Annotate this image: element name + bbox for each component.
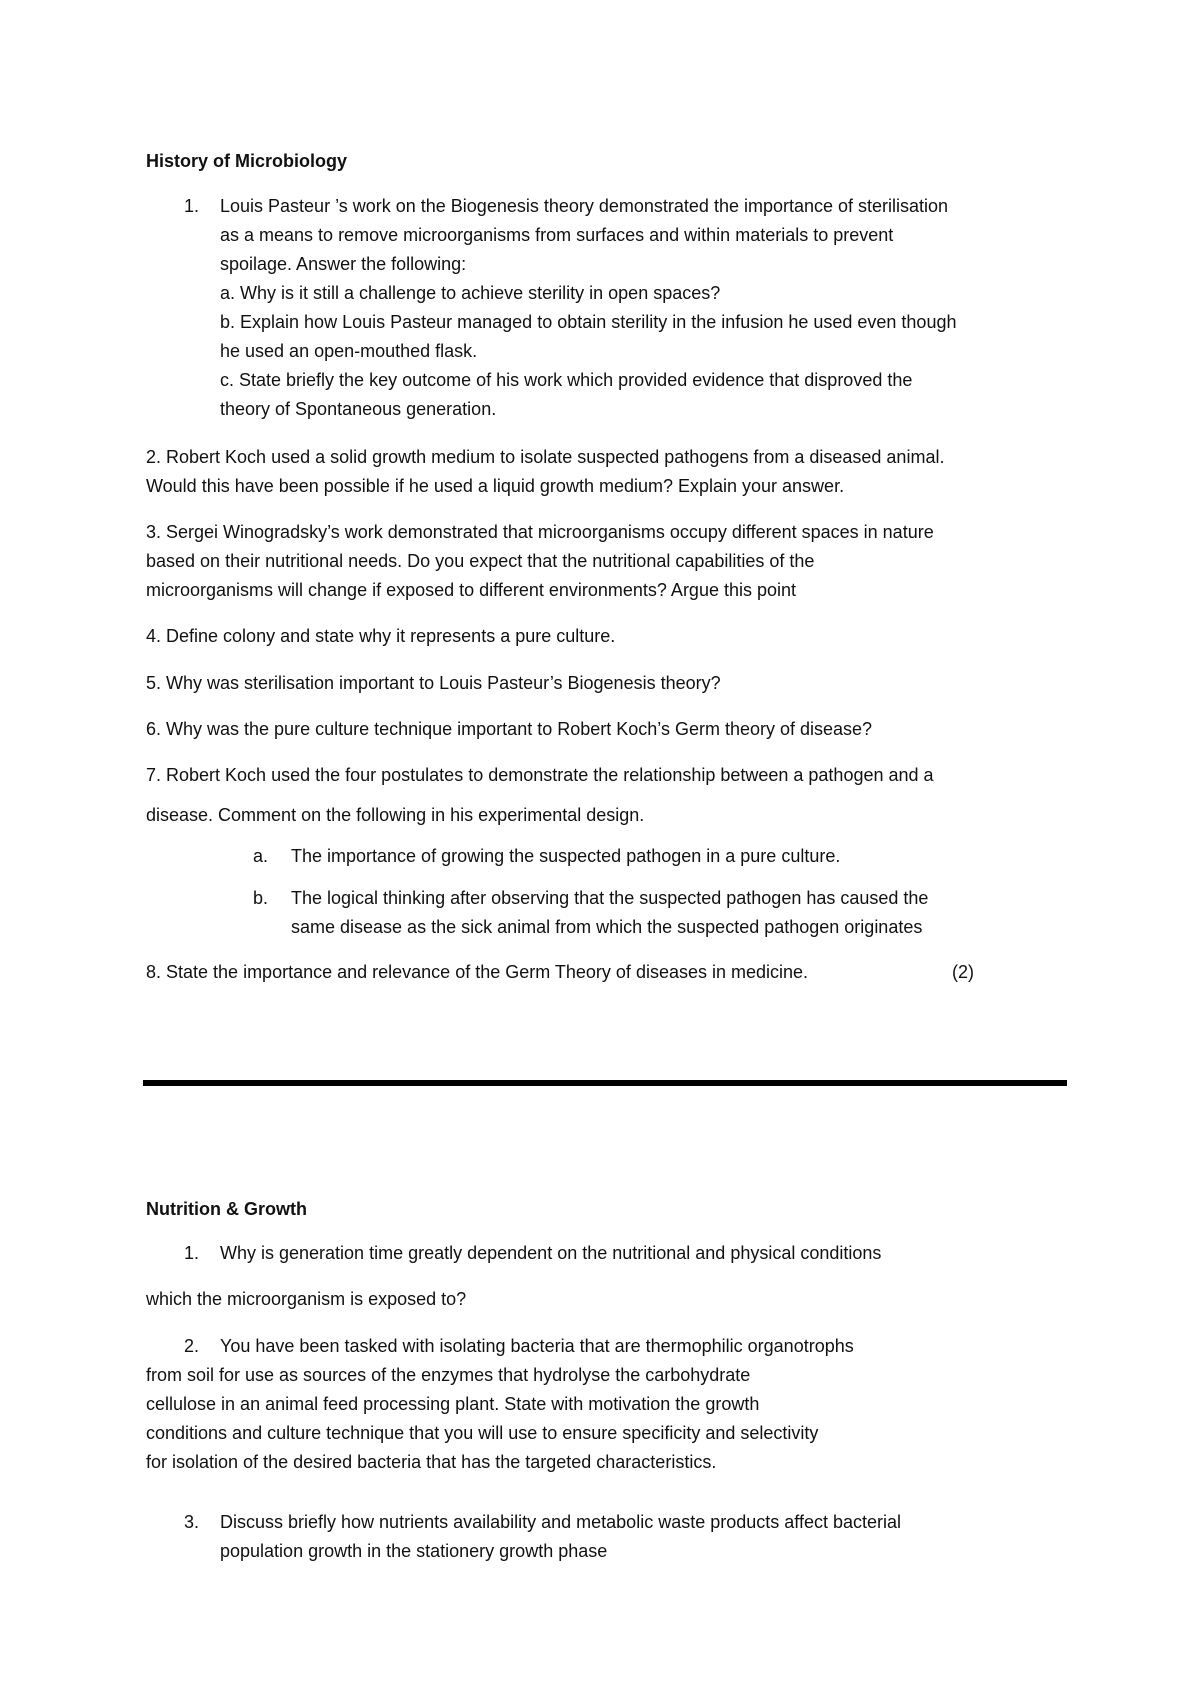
question-8-history [146,958,1086,987]
question-line: Louis Pasteur ’s work on the Biogenesis theory demonstrated the importance of sterilisation [220,196,949,216]
question-line: based on their nutritional needs. Do you expect that the nutritional capabilities of the [146,551,815,571]
question-2-nutrition [184,1332,1084,1361]
question-7a [253,842,1053,871]
question-line: same disease as the sick animal from which the suspected pathogen originates [291,917,923,937]
question-line: for isolation of the desired bacteria that has the targeted characteristics. [146,1452,717,1472]
question-text [220,1508,1084,1566]
question-text: You have been tasked with isolating bacteria that are thermophilic organotrophs [220,1336,854,1356]
question-number: 3. [184,1512,200,1532]
question-line: population growth in the stationery growth phase [220,1541,608,1561]
question-3-history [146,518,1086,605]
question-number: 1. [184,1243,200,1263]
question-1-history [184,192,1084,424]
section-heading-history: History of Microbiology [146,151,348,171]
question-5-history: 5. Why was sterilisation important to Louis Pasteur’s Biogenesis theory? [146,673,721,693]
question-line: 3. Sergei Winogradsky’s work demonstrated that microorganisms occupy different spaces in nature [146,522,934,542]
question-line: he used an open-mouthed flask. [220,341,478,361]
marks-allocation: (2) [952,962,974,982]
question-line: theory of Spontaneous generation. [220,399,497,419]
question-line: Discuss briefly how nutrients availability and metabolic waste products affect bacterial [220,1512,901,1532]
question-line: from soil for use as sources of the enzymes that hydrolyse the carbohydrate [146,1365,751,1385]
question-line: microorganisms will change if exposed to different environments? Argue this point [146,580,797,600]
question-line: The logical thinking after observing that the suspected pathogen has caused the [291,888,929,908]
question-line: spoilage. Answer the following: [220,254,467,274]
question-2-history [146,443,1086,501]
question-line: Would this have been possible if he used a liquid growth medium? Explain your answer. [146,476,845,496]
sub-question-letter: a. [253,846,269,866]
sub-question-text [291,884,1053,942]
question-7-history-continued [146,801,1086,830]
question-1-nutrition [184,1239,1084,1268]
question-text: 8. State the importance and relevance of the Germ Theory of diseases in medicine. [146,962,809,982]
question-line: as a means to remove microorganisms from surfaces and within materials to prevent [220,225,894,245]
question-number: 2. [184,1336,200,1356]
question-2-nutrition-continued [146,1361,1086,1477]
question-3-nutrition [184,1508,1084,1566]
section-heading-nutrition: Nutrition & Growth [146,1199,307,1219]
question-line: 2. Robert Koch used a solid growth medium to isolate suspected pathogens from a diseased animal. [146,447,945,467]
question-6-history: 6. Why was the pure culture technique important to Robert Koch’s Germ theory of disease? [146,719,873,739]
question-line: 7. Robert Koch used the four postulates to demonstrate the relationship between a pathogen and a [146,765,934,785]
question-text [220,192,1084,424]
question-number: 1. [184,196,200,216]
question-7b [253,884,1053,942]
sub-question-text: The importance of growing the suspected pathogen in a pure culture. [291,846,841,866]
question-text: Why is generation time greatly dependent on the nutritional and physical conditions [220,1243,882,1263]
question-4-history: 4. Define colony and state why it represents a pure culture. [146,626,616,646]
question-line: b. Explain how Louis Pasteur managed to obtain sterility in the infusion he used even though [220,312,957,332]
question-line: a. Why is it still a challenge to achieve sterility in open spaces? [220,283,721,303]
question-line: conditions and culture technique that you will use to ensure specificity and selectivity [146,1423,819,1443]
question-1-nutrition-continued: which the microorganism is exposed to? [146,1289,467,1309]
question-line: disease. Comment on the following in his experimental design. [146,805,645,825]
section-divider [143,1080,1067,1086]
question-line: cellulose in an animal feed processing plant. State with motivation the growth [146,1394,760,1414]
question-7-history [146,761,1086,790]
question-line: c. State briefly the key outcome of his work which provided evidence that disproved the [220,370,913,390]
sub-question-letter: b. [253,888,269,908]
